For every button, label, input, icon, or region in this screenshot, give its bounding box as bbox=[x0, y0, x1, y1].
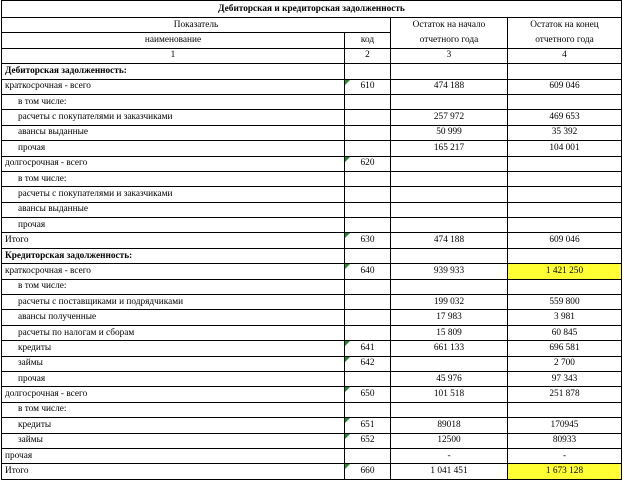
row-start-value-cell[interactable] bbox=[391, 356, 508, 371]
row-label-cell[interactable]: авансы выданные bbox=[2, 202, 345, 217]
row-label-cell[interactable]: займы bbox=[2, 433, 345, 448]
header-end-top[interactable]: Остаток на конец bbox=[508, 18, 622, 33]
table-row bbox=[2, 218, 622, 233]
row-label-cell[interactable]: прочая bbox=[2, 218, 345, 233]
row-end-value-cell[interactable] bbox=[508, 202, 622, 217]
row-label-cell[interactable]: в том числе: bbox=[2, 94, 345, 109]
table-row bbox=[2, 310, 622, 325]
table-row bbox=[2, 387, 622, 402]
table-row bbox=[2, 464, 622, 479]
row-code-cell[interactable] bbox=[345, 325, 391, 340]
row-start-value-cell[interactable] bbox=[391, 171, 508, 186]
row-start-value-cell[interactable]: 474 188 bbox=[391, 233, 508, 248]
row-label-cell[interactable]: в том числе: bbox=[2, 171, 345, 186]
row-start-value-cell[interactable]: 199 032 bbox=[391, 295, 508, 310]
row-start-value-cell[interactable] bbox=[391, 248, 508, 263]
row-code-cell[interactable] bbox=[345, 279, 391, 294]
table-row bbox=[2, 341, 622, 356]
title-row bbox=[2, 1, 622, 18]
row-code-cell[interactable] bbox=[345, 64, 391, 79]
header-end-bottom[interactable]: отчетного года bbox=[508, 33, 622, 48]
row-end-value-cell[interactable]: 60 845 bbox=[508, 325, 622, 340]
row-end-value-cell[interactable]: 104 001 bbox=[508, 141, 622, 156]
row-start-value-cell[interactable]: 15 809 bbox=[391, 325, 508, 340]
row-label-cell[interactable]: кредиты bbox=[2, 418, 345, 433]
row-start-value-cell[interactable] bbox=[391, 202, 508, 217]
row-end-value-cell[interactable]: 35 392 bbox=[508, 125, 622, 140]
row-end-value-cell[interactable]: 609 046 bbox=[508, 79, 622, 94]
row-start-value-cell[interactable]: 89018 bbox=[391, 418, 508, 433]
header-row-bottom bbox=[2, 33, 622, 48]
row-start-value-cell[interactable] bbox=[391, 64, 508, 79]
row-label-cell[interactable]: долгосрочная - всего bbox=[2, 156, 345, 171]
row-label-cell[interactable]: в том числе: bbox=[2, 402, 345, 417]
row-code-cell[interactable]: 650 bbox=[345, 387, 391, 402]
table-row bbox=[2, 448, 622, 463]
row-start-value-cell[interactable]: 661 133 bbox=[391, 341, 508, 356]
table-row bbox=[2, 402, 622, 417]
row-start-value-cell[interactable]: 474 188 bbox=[391, 79, 508, 94]
table-row bbox=[2, 356, 622, 371]
table-row bbox=[2, 187, 622, 202]
row-end-value-cell[interactable]: 2 700 bbox=[508, 356, 622, 371]
table-row bbox=[2, 110, 622, 125]
row-start-value-cell[interactable]: 45 976 bbox=[391, 371, 508, 386]
row-end-value-cell[interactable] bbox=[508, 187, 622, 202]
header-number-row bbox=[2, 48, 622, 63]
table-row bbox=[2, 418, 622, 433]
row-label-cell[interactable]: Итого bbox=[2, 233, 345, 248]
row-code-cell[interactable]: 652 bbox=[345, 433, 391, 448]
row-label-cell[interactable]: долгосрочная - всего bbox=[2, 387, 345, 402]
table-row bbox=[2, 79, 622, 94]
table-row bbox=[2, 125, 622, 140]
row-label-cell[interactable]: прочая bbox=[2, 448, 345, 463]
row-start-value-cell[interactable]: 12500 bbox=[391, 433, 508, 448]
header-num-4[interactable]: 4 bbox=[508, 48, 622, 63]
row-code-cell[interactable] bbox=[345, 248, 391, 263]
row-start-value-cell[interactable]: 1 041 451 bbox=[391, 464, 508, 479]
row-start-value-cell[interactable] bbox=[391, 218, 508, 233]
table-row bbox=[2, 248, 622, 263]
table-row bbox=[2, 264, 622, 279]
header-row-top bbox=[2, 18, 622, 33]
row-start-value-cell[interactable]: - bbox=[391, 448, 508, 463]
row-end-value-cell[interactable] bbox=[508, 94, 622, 109]
row-end-value-cell[interactable] bbox=[508, 171, 622, 186]
row-end-value-cell[interactable]: 1 673 128 bbox=[508, 464, 622, 479]
row-end-value-cell[interactable]: 559 800 bbox=[508, 295, 622, 310]
table-row bbox=[2, 371, 622, 386]
row-end-value-cell[interactable] bbox=[508, 279, 622, 294]
row-label-cell[interactable]: расчеты с покупателями и заказчиками bbox=[2, 110, 345, 125]
header-start-top[interactable]: Остаток на начало bbox=[391, 18, 508, 33]
row-end-value-cell[interactable]: 97 343 bbox=[508, 371, 622, 386]
header-num-1[interactable]: 1 bbox=[2, 48, 345, 63]
row-end-value-cell[interactable] bbox=[508, 64, 622, 79]
row-label-cell[interactable]: краткосрочная - всего bbox=[2, 79, 345, 94]
row-code-cell[interactable] bbox=[345, 125, 391, 140]
header-num-3[interactable]: 3 bbox=[391, 48, 508, 63]
table-row bbox=[2, 94, 622, 109]
row-start-value-cell[interactable] bbox=[391, 187, 508, 202]
row-code-cell[interactable] bbox=[345, 218, 391, 233]
row-code-cell[interactable] bbox=[345, 187, 391, 202]
row-code-cell[interactable] bbox=[345, 171, 391, 186]
header-num-2[interactable]: 2 bbox=[345, 48, 391, 63]
table-row bbox=[2, 64, 622, 79]
row-label-cell[interactable]: займы bbox=[2, 356, 345, 371]
row-code-cell[interactable]: 641 bbox=[345, 341, 391, 356]
row-code-cell[interactable]: 651 bbox=[345, 418, 391, 433]
row-code-cell[interactable] bbox=[345, 371, 391, 386]
row-code-cell[interactable]: 660 bbox=[345, 464, 391, 479]
row-label-cell[interactable]: кредиты bbox=[2, 341, 345, 356]
row-label-cell[interactable]: краткосрочная - всего bbox=[2, 264, 345, 279]
row-code-cell[interactable]: 640 bbox=[345, 264, 391, 279]
header-start-bottom[interactable]: отчетного года bbox=[391, 33, 508, 48]
row-end-value-cell[interactable]: 3 981 bbox=[508, 310, 622, 325]
row-end-value-cell[interactable] bbox=[508, 218, 622, 233]
row-code-cell[interactable] bbox=[345, 94, 391, 109]
table-row bbox=[2, 141, 622, 156]
row-label-cell[interactable]: расчеты с покупателями и заказчиками bbox=[2, 187, 345, 202]
header-indicator[interactable]: Показатель bbox=[2, 18, 391, 33]
row-end-value-cell[interactable]: 251 878 bbox=[508, 387, 622, 402]
row-label-cell[interactable]: прочая bbox=[2, 371, 345, 386]
row-end-value-cell[interactable]: 696 581 bbox=[508, 341, 622, 356]
row-label-cell[interactable]: авансы выданные bbox=[2, 125, 345, 140]
table-row bbox=[2, 433, 622, 448]
row-code-cell[interactable]: 630 bbox=[345, 233, 391, 248]
table-row bbox=[2, 325, 622, 340]
row-label-cell[interactable]: в том числе: bbox=[2, 279, 345, 294]
table-title[interactable]: Дебиторская и кредиторская задолженность bbox=[2, 1, 622, 18]
row-end-value-cell[interactable]: 1 421 250 bbox=[508, 264, 622, 279]
row-end-value-cell[interactable] bbox=[508, 156, 622, 171]
header-name[interactable]: наименование bbox=[2, 33, 345, 48]
row-end-value-cell[interactable]: 609 046 bbox=[508, 233, 622, 248]
row-label-cell[interactable]: авансы полученные bbox=[2, 310, 345, 325]
row-start-value-cell[interactable]: 939 933 bbox=[391, 264, 508, 279]
row-code-cell[interactable] bbox=[345, 295, 391, 310]
row-start-value-cell[interactable]: 257 972 bbox=[391, 110, 508, 125]
row-code-cell[interactable] bbox=[345, 448, 391, 463]
row-label-cell[interactable]: Итого bbox=[2, 464, 345, 479]
row-label-cell[interactable]: прочая bbox=[2, 141, 345, 156]
row-end-value-cell[interactable] bbox=[508, 402, 622, 417]
row-code-cell[interactable] bbox=[345, 141, 391, 156]
row-label-cell[interactable]: расчеты по налогам и сборам bbox=[2, 325, 345, 340]
row-start-value-cell[interactable] bbox=[391, 94, 508, 109]
table-row bbox=[2, 233, 622, 248]
row-start-value-cell[interactable] bbox=[391, 402, 508, 417]
row-code-cell[interactable] bbox=[345, 310, 391, 325]
row-code-cell[interactable] bbox=[345, 402, 391, 417]
table-row bbox=[2, 295, 622, 310]
table-row bbox=[2, 202, 622, 217]
row-code-cell[interactable] bbox=[345, 110, 391, 125]
row-end-value-cell[interactable]: 80933 bbox=[508, 433, 622, 448]
table-row bbox=[2, 279, 622, 294]
row-end-value-cell[interactable] bbox=[508, 248, 622, 263]
table-row bbox=[2, 156, 622, 171]
row-end-value-cell[interactable]: 469 653 bbox=[508, 110, 622, 125]
receivables-payables-table bbox=[1, 0, 622, 480]
row-label-cell[interactable]: Дебиторская задолженность: bbox=[2, 64, 345, 79]
row-start-value-cell[interactable] bbox=[391, 279, 508, 294]
row-end-value-cell[interactable]: - bbox=[508, 448, 622, 463]
row-code-cell[interactable] bbox=[345, 202, 391, 217]
row-code-cell[interactable]: 620 bbox=[345, 156, 391, 171]
table-row bbox=[2, 171, 622, 186]
row-start-value-cell[interactable]: 17 983 bbox=[391, 310, 508, 325]
row-start-value-cell[interactable]: 50 999 bbox=[391, 125, 508, 140]
row-start-value-cell[interactable] bbox=[391, 156, 508, 171]
row-label-cell[interactable]: расчеты с поставщиками и подрядчиками bbox=[2, 295, 345, 310]
row-start-value-cell[interactable]: 165 217 bbox=[391, 141, 508, 156]
row-end-value-cell[interactable]: 170945 bbox=[508, 418, 622, 433]
header-code[interactable]: код bbox=[345, 33, 391, 48]
row-code-cell[interactable]: 610 bbox=[345, 79, 391, 94]
row-label-cell[interactable]: Кредиторская задолженность: bbox=[2, 248, 345, 263]
row-code-cell[interactable]: 642 bbox=[345, 356, 391, 371]
row-start-value-cell[interactable]: 101 518 bbox=[391, 387, 508, 402]
